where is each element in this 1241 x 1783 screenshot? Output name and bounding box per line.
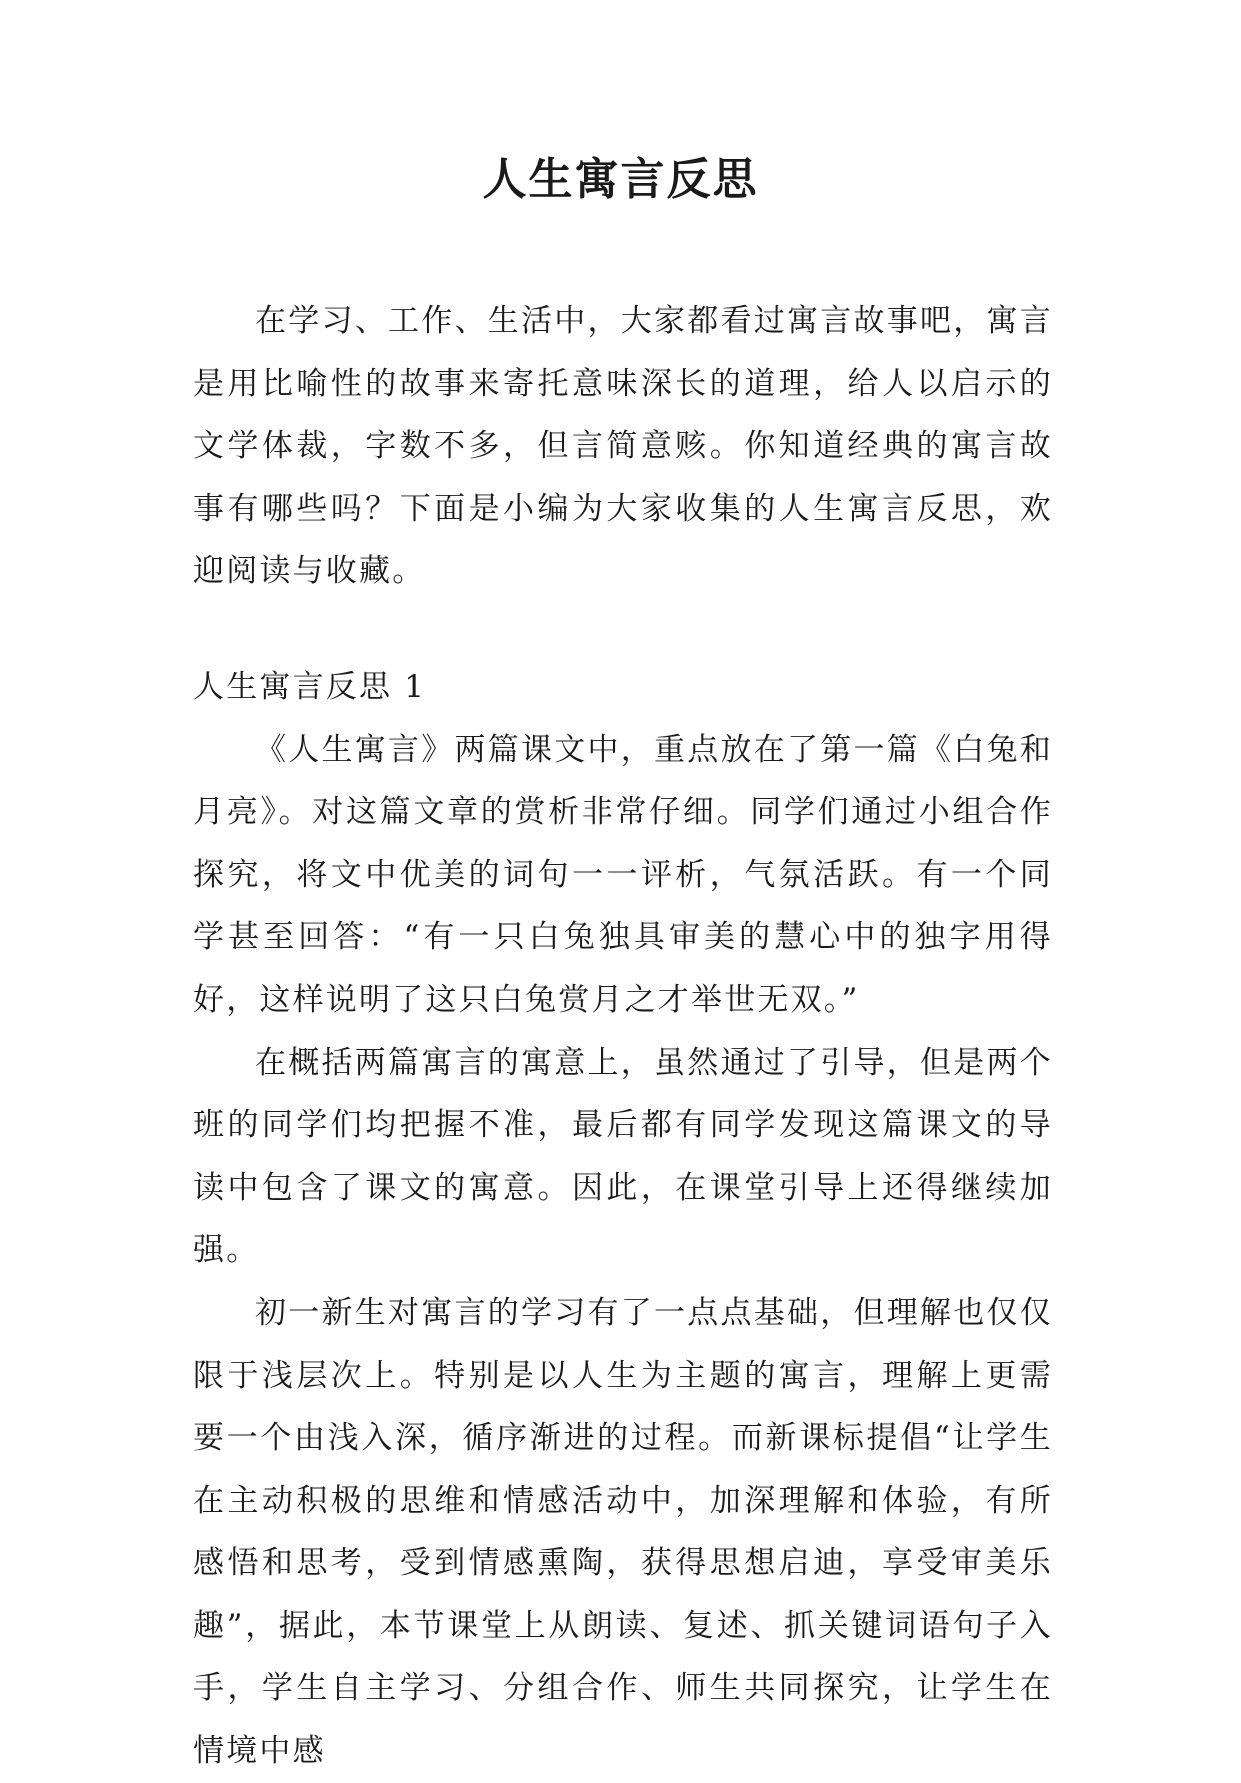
body-paragraph: 初一新生对寓言的学习有了一点点基础，但理解也仅仅限于浅层次上。特别是以人生为主题的寓言，理解上更需要一个由浅入深，循序渐进的过程。而新课标提倡“让学生在主动积极的思维和情感活动中，加深理解和体验，有所感悟和思考，受到情感熏陶，获得思想启迪，享受审美乐趣”，据此，本节课堂上从朗读、复述、抓关键词语句子入手，学生自主学习、分组合作、师生共同探究，让学生在情境中感 xyxy=(193,1294,1053,1770)
section-heading: 人生寓言反思 1 xyxy=(193,668,427,705)
body-paragraph: 在概括两篇寓言的寓意上，虽然通过了引导，但是两个班的同学们均把握不准，最后都有同学发现这篇课文的导读中包含了课文的寓意。因此，在课堂引导上还得继续加强。 xyxy=(193,1044,1053,1269)
document-body xyxy=(193,290,1053,1783)
page-title: 人生寓言反思 xyxy=(482,154,759,205)
body-paragraph: 《人生寓言》两篇课文中，重点放在了第一篇《白兔和月亮》。对这篇文章的赏析非常仔细。同学们通过小组合作探究，将文中优美的词句一一评析，气氛活跃。有一个同学甚至回答：“有一只白兔独具审美的慧心中的独字用得好，这样说明了这只白兔赏月之才举世无双。” xyxy=(193,731,1053,1018)
intro-paragraph: 在学习、工作、生活中，大家都看过寓言故事吧，寓言是用比喻性的故事来寄托意味深长的道理，给人以启示的文学体裁，字数不多，但言简意赅。你知道经典的寓言故事有哪些吗？下面是小编为大家收集的人生寓言反思，欢迎阅读与收藏。 xyxy=(193,303,1053,590)
